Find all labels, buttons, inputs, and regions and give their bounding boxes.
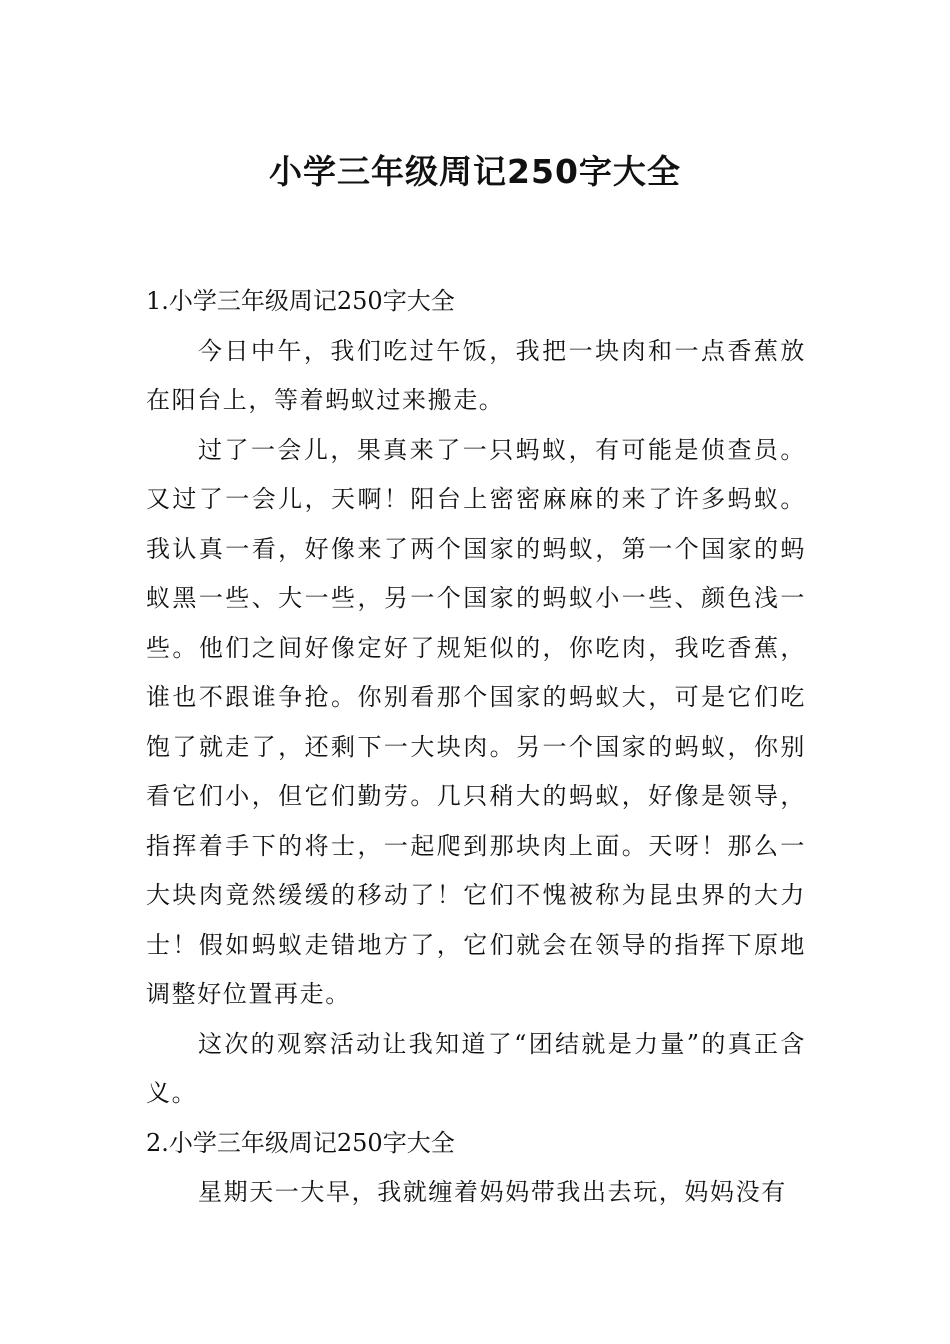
paragraph: 这次的观察活动让我知道了“团结就是力量”的真正含义。 — [146, 1029, 806, 1107]
document-body — [146, 277, 806, 1218]
document-title: 小学三年级周记250字大全 — [269, 152, 681, 192]
section-heading: 2.小学三年级周记250字大全 — [146, 1128, 455, 1157]
paragraph: 过了一会儿，果真来了一只蚂蚁，有可能是侦查员。又过了一会儿，天啊！阳台上密密麻麻的来了许多蚂蚁。我认真一看，好像来了两个国家的蚂蚁，第一个国家的蚂蚁黑一些、大一些，另一个国家的蚂蚁小一些、颜色浅一些。他们之间好像定好了规矩似的，你吃肉，我吃香蕉，谁也不跟谁争抢。你别看那个国家的蚂蚁大，可是它们吃饱了就走了，还剩下一大块肉。另一个国家的蚂蚁，你别看它们小，但它们勤劳。几只稍大的蚂蚁，好像是领导，指挥着手下的将士，一起爬到那块肉上面。天呀！那么一大块肉竟然缓缓的移动了！它们不愧被称为昆虫界的大力士！假如蚂蚁走错地方了，它们就会在领导的指挥下原地调整好位置再走。 — [146, 435, 806, 1008]
section-heading: 1.小学三年级周记250字大全 — [146, 287, 455, 315]
paragraph: 今日中午，我们吃过午饭，我把一块肉和一点香蕉放在阳台上，等着蚂蚁过来搬走。 — [146, 336, 806, 414]
paragraph: 星期天一大早，我就缠着妈妈带我出去玩，妈妈没有 — [198, 1178, 787, 1206]
